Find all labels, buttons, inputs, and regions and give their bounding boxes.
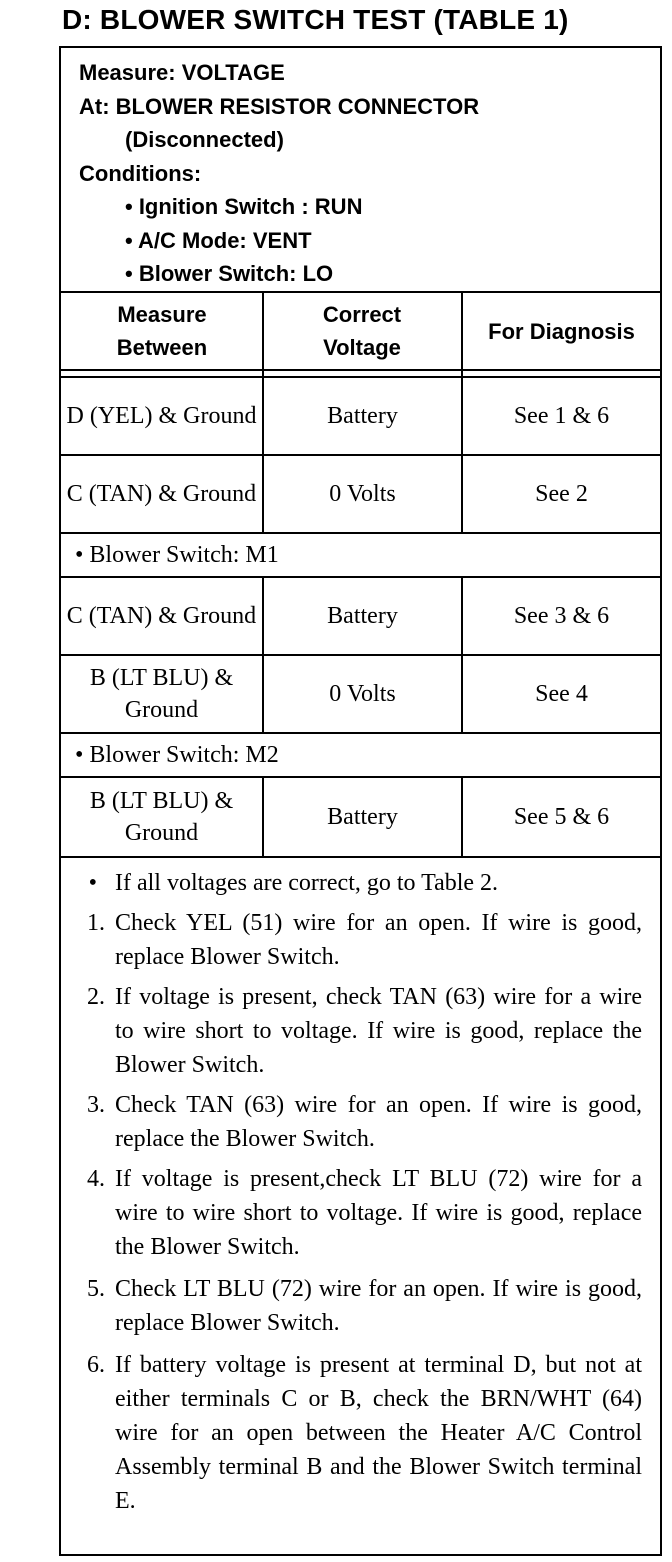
- note-number: 5.: [87, 1276, 105, 1302]
- cell-correct-voltage: Battery: [327, 603, 398, 629]
- note-number: 4.: [87, 1166, 105, 1192]
- cell-diagnosis: See 2: [535, 481, 588, 507]
- divider: [61, 369, 660, 371]
- cell-measure-between: B (LT BLU) & Ground: [89, 665, 234, 723]
- cell-diagnosis: See 3 & 6: [513, 603, 610, 629]
- location-sub-line: (Disconnected): [125, 127, 284, 152]
- col-header-correct-voltage: Correct Voltage: [322, 302, 402, 360]
- note-number: 3.: [87, 1092, 105, 1118]
- cell-diagnosis: See 4: [535, 681, 588, 707]
- note-text: If voltage is present,check LT BLU (72) wire for a wire to wire short to voltage. If wire is good, replace the Blower Switch.: [115, 1166, 642, 1260]
- cell-correct-voltage: Battery: [327, 403, 398, 429]
- col-header-for-diagnosis: For Diagnosis: [488, 318, 635, 344]
- note-text: Check LT BLU (72) wire for an open. If wire is good, replace Blower Switch.: [115, 1276, 642, 1336]
- cell-correct-voltage: 0 Volts: [329, 481, 396, 507]
- test-table: [59, 46, 662, 1556]
- note-number: 2.: [87, 984, 105, 1010]
- cell-diagnosis: See 5 & 6: [513, 804, 610, 830]
- note-text: If voltage is present, check TAN (63) wire for a wire to wire short to voltage. If wire is good, replace the Blower Switch.: [115, 984, 642, 1078]
- condition-item: • Ignition Switch : RUN: [125, 194, 363, 219]
- note-number: 6.: [87, 1352, 105, 1378]
- col-header-measure-between: Measure Between: [116, 302, 208, 360]
- measure-line: Measure: VOLTAGE: [79, 60, 285, 85]
- cell-measure-between: C (TAN) & Ground: [66, 481, 257, 507]
- note-text: Check TAN (63) wire for an open. If wire is good, replace the Blower Switch.: [115, 1092, 642, 1152]
- divider: [61, 856, 660, 858]
- test-header: [61, 48, 660, 293]
- page-title: D: BLOWER SWITCH TEST (TABLE 1): [62, 4, 569, 35]
- note-text: Check YEL (51) wire for an open. If wire is good, replace Blower Switch.: [115, 910, 642, 970]
- condition-row: • Blower Switch: M2: [75, 741, 279, 768]
- conditions-label: Conditions:: [79, 160, 202, 186]
- condition-row: • Blower Switch: M1: [75, 541, 279, 568]
- note-number: 1.: [87, 910, 105, 936]
- note-text: If battery voltage is present at terminal D, but not at either terminals C or B, check the BRN/WHT (64) wire for an open between the Heater A/C Control Assembly terminal B and the Blower Switch terminal E.: [115, 1352, 642, 1514]
- cell-measure-between: C (TAN) & Ground: [66, 603, 257, 629]
- note-bullet: •: [88, 870, 97, 896]
- location-line: At: BLOWER RESISTOR CONNECTOR: [79, 93, 480, 119]
- cell-diagnosis: See 1 & 6: [513, 403, 610, 429]
- cell-correct-voltage: 0 Volts: [329, 681, 396, 707]
- cell-measure-between: D (YEL) & Ground: [66, 403, 257, 429]
- cell-correct-voltage: Battery: [327, 804, 398, 830]
- condition-item: • Blower Switch: LO: [125, 261, 334, 286]
- condition-item: • A/C Mode: VENT: [125, 227, 312, 253]
- note-text: If all voltages are correct, go to Table 2.: [115, 870, 499, 896]
- cell-measure-between: B (LT BLU) & Ground: [89, 788, 234, 846]
